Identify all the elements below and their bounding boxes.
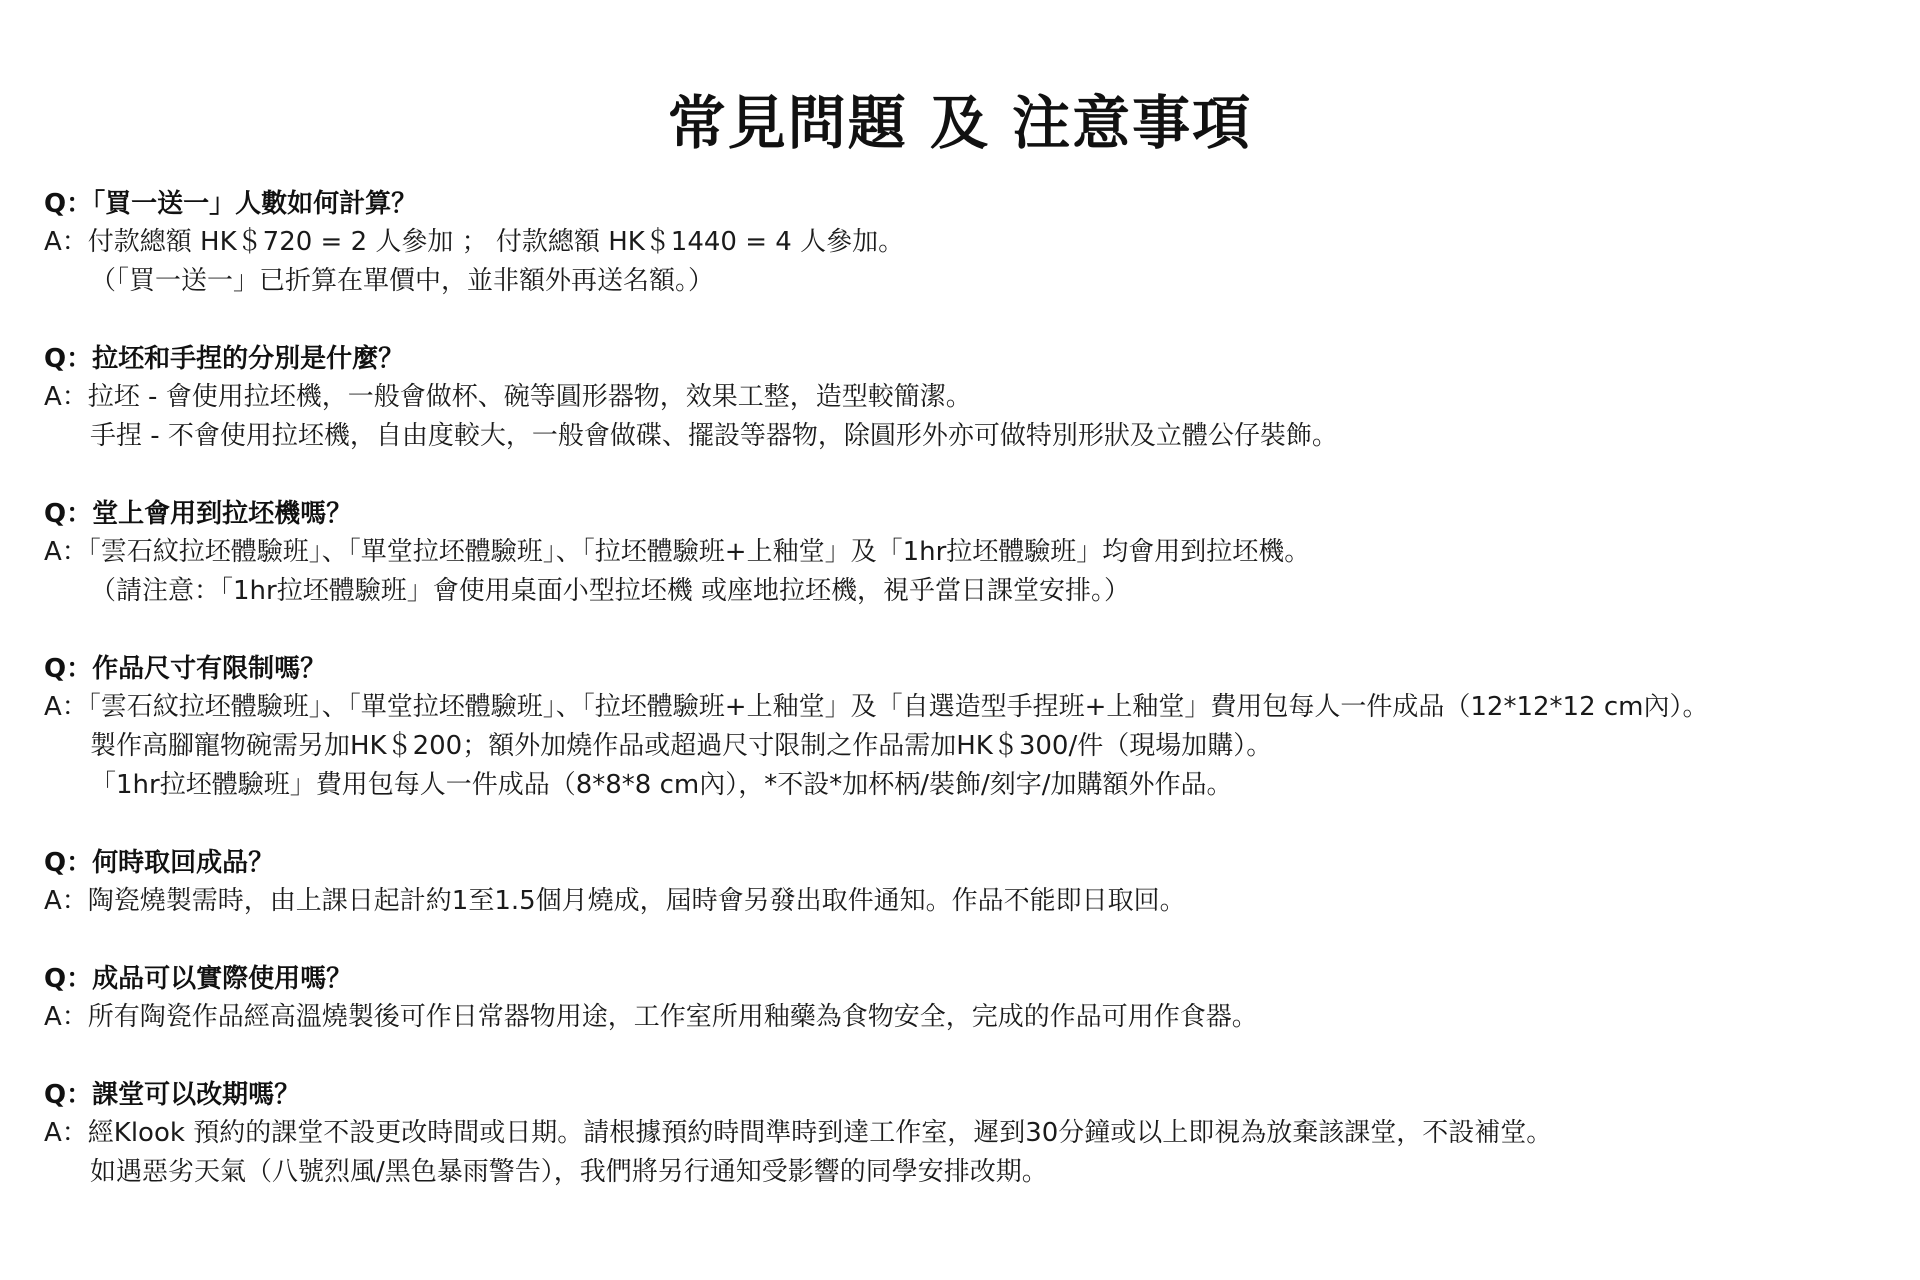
faq-item xyxy=(44,340,1904,456)
faq-item xyxy=(44,960,1904,1037)
faq-item xyxy=(44,844,1904,921)
faq-question: Q：作品尺寸有限制嗎？ xyxy=(44,654,327,684)
page-title: 常見問題 及 注意事項 xyxy=(667,88,1253,157)
faq-question: Q：拉坯和手捏的分別是什麼？ xyxy=(44,344,405,374)
faq-answer-line: A：「雲石紋拉坯體驗班」、「單堂拉坯體驗班」、「拉坯體驗班+上釉堂」及「自選造型手捏班+上釉堂」費用包每人一件成品（12*12*12 cm內）。 xyxy=(44,692,1709,722)
faq-answer-line: （「買一送一」已折算在單價中，並非額外再送名額。） xyxy=(90,266,715,296)
faq-answer-line: A：拉坯 - 會使用拉坯機，一般會做杯、碗等圓形器物，效果工整，造型較簡潔。 xyxy=(44,382,972,412)
faq-answer-line: A：付款總額 HK＄720 = 2 人參加 ； 付款總額 HK＄1440 = 4 人參加。 xyxy=(44,227,905,257)
faq-answer-line: 「1hr拉坯體驗班」費用包每人一件成品（8*8*8 cm內），*不設*加杯柄/裝飾/刻字/加購額外作品。 xyxy=(90,770,1233,800)
faq-list xyxy=(44,185,1904,1231)
faq-answer-line: A：經Klook 預約的課堂不設更改時間或日期。請根據預約時間準時到達工作室，遲到30分鐘或以上即視為放棄該課堂，不設補堂。 xyxy=(44,1118,1553,1148)
faq-question: Q：成品可以實際使用嗎？ xyxy=(44,964,353,994)
faq-question: Q：課堂可以改期嗎？ xyxy=(44,1080,301,1110)
faq-item xyxy=(44,1076,1904,1192)
faq-question: Q：何時取回成品？ xyxy=(44,848,275,878)
faq-item xyxy=(44,185,1904,301)
faq-question: Q：「買一送一」人數如何計算？ xyxy=(44,189,418,219)
faq-answer-line: 製作高腳寵物碗需另加HK＄200；額外加燒作品或超過尺寸限制之作品需加HK＄300/件（現場加購）。 xyxy=(90,731,1273,761)
faq-item xyxy=(44,495,1904,611)
faq-answer-line: （請注意：「1hr拉坯體驗班」會使用桌面小型拉坯機 或座地拉坯機，視乎當日課堂安排。） xyxy=(90,576,1130,606)
faq-answer-line: A：所有陶瓷作品經高溫燒製後可作日常器物用途，工作室所用釉藥為食物安全，完成的作品可用作食器。 xyxy=(44,1002,1258,1032)
faq-answer-line: A：「雲石紋拉坯體驗班」、「單堂拉坯體驗班」、「拉坯體驗班+上釉堂」及「1hr拉坯體驗班」均會用到拉坯機。 xyxy=(44,537,1311,567)
faq-question: Q：堂上會用到拉坯機嗎？ xyxy=(44,499,353,529)
faq-answer-line: 如遇惡劣天氣（八號烈風/黑色暴雨警告），我們將另行通知受影響的同學安排改期。 xyxy=(90,1157,1048,1187)
faq-answer-line: A：陶瓷燒製需時，由上課日起計約1至1.5個月燒成，屆時會另發出取件通知。作品不能即日取回。 xyxy=(44,886,1186,916)
faq-item xyxy=(44,650,1904,805)
faq-answer-line: 手捏 - 不會使用拉坯機，自由度較大，一般會做碟、擺設等器物，除圓形外亦可做特別形狀及立體公仔裝飾。 xyxy=(90,421,1338,451)
